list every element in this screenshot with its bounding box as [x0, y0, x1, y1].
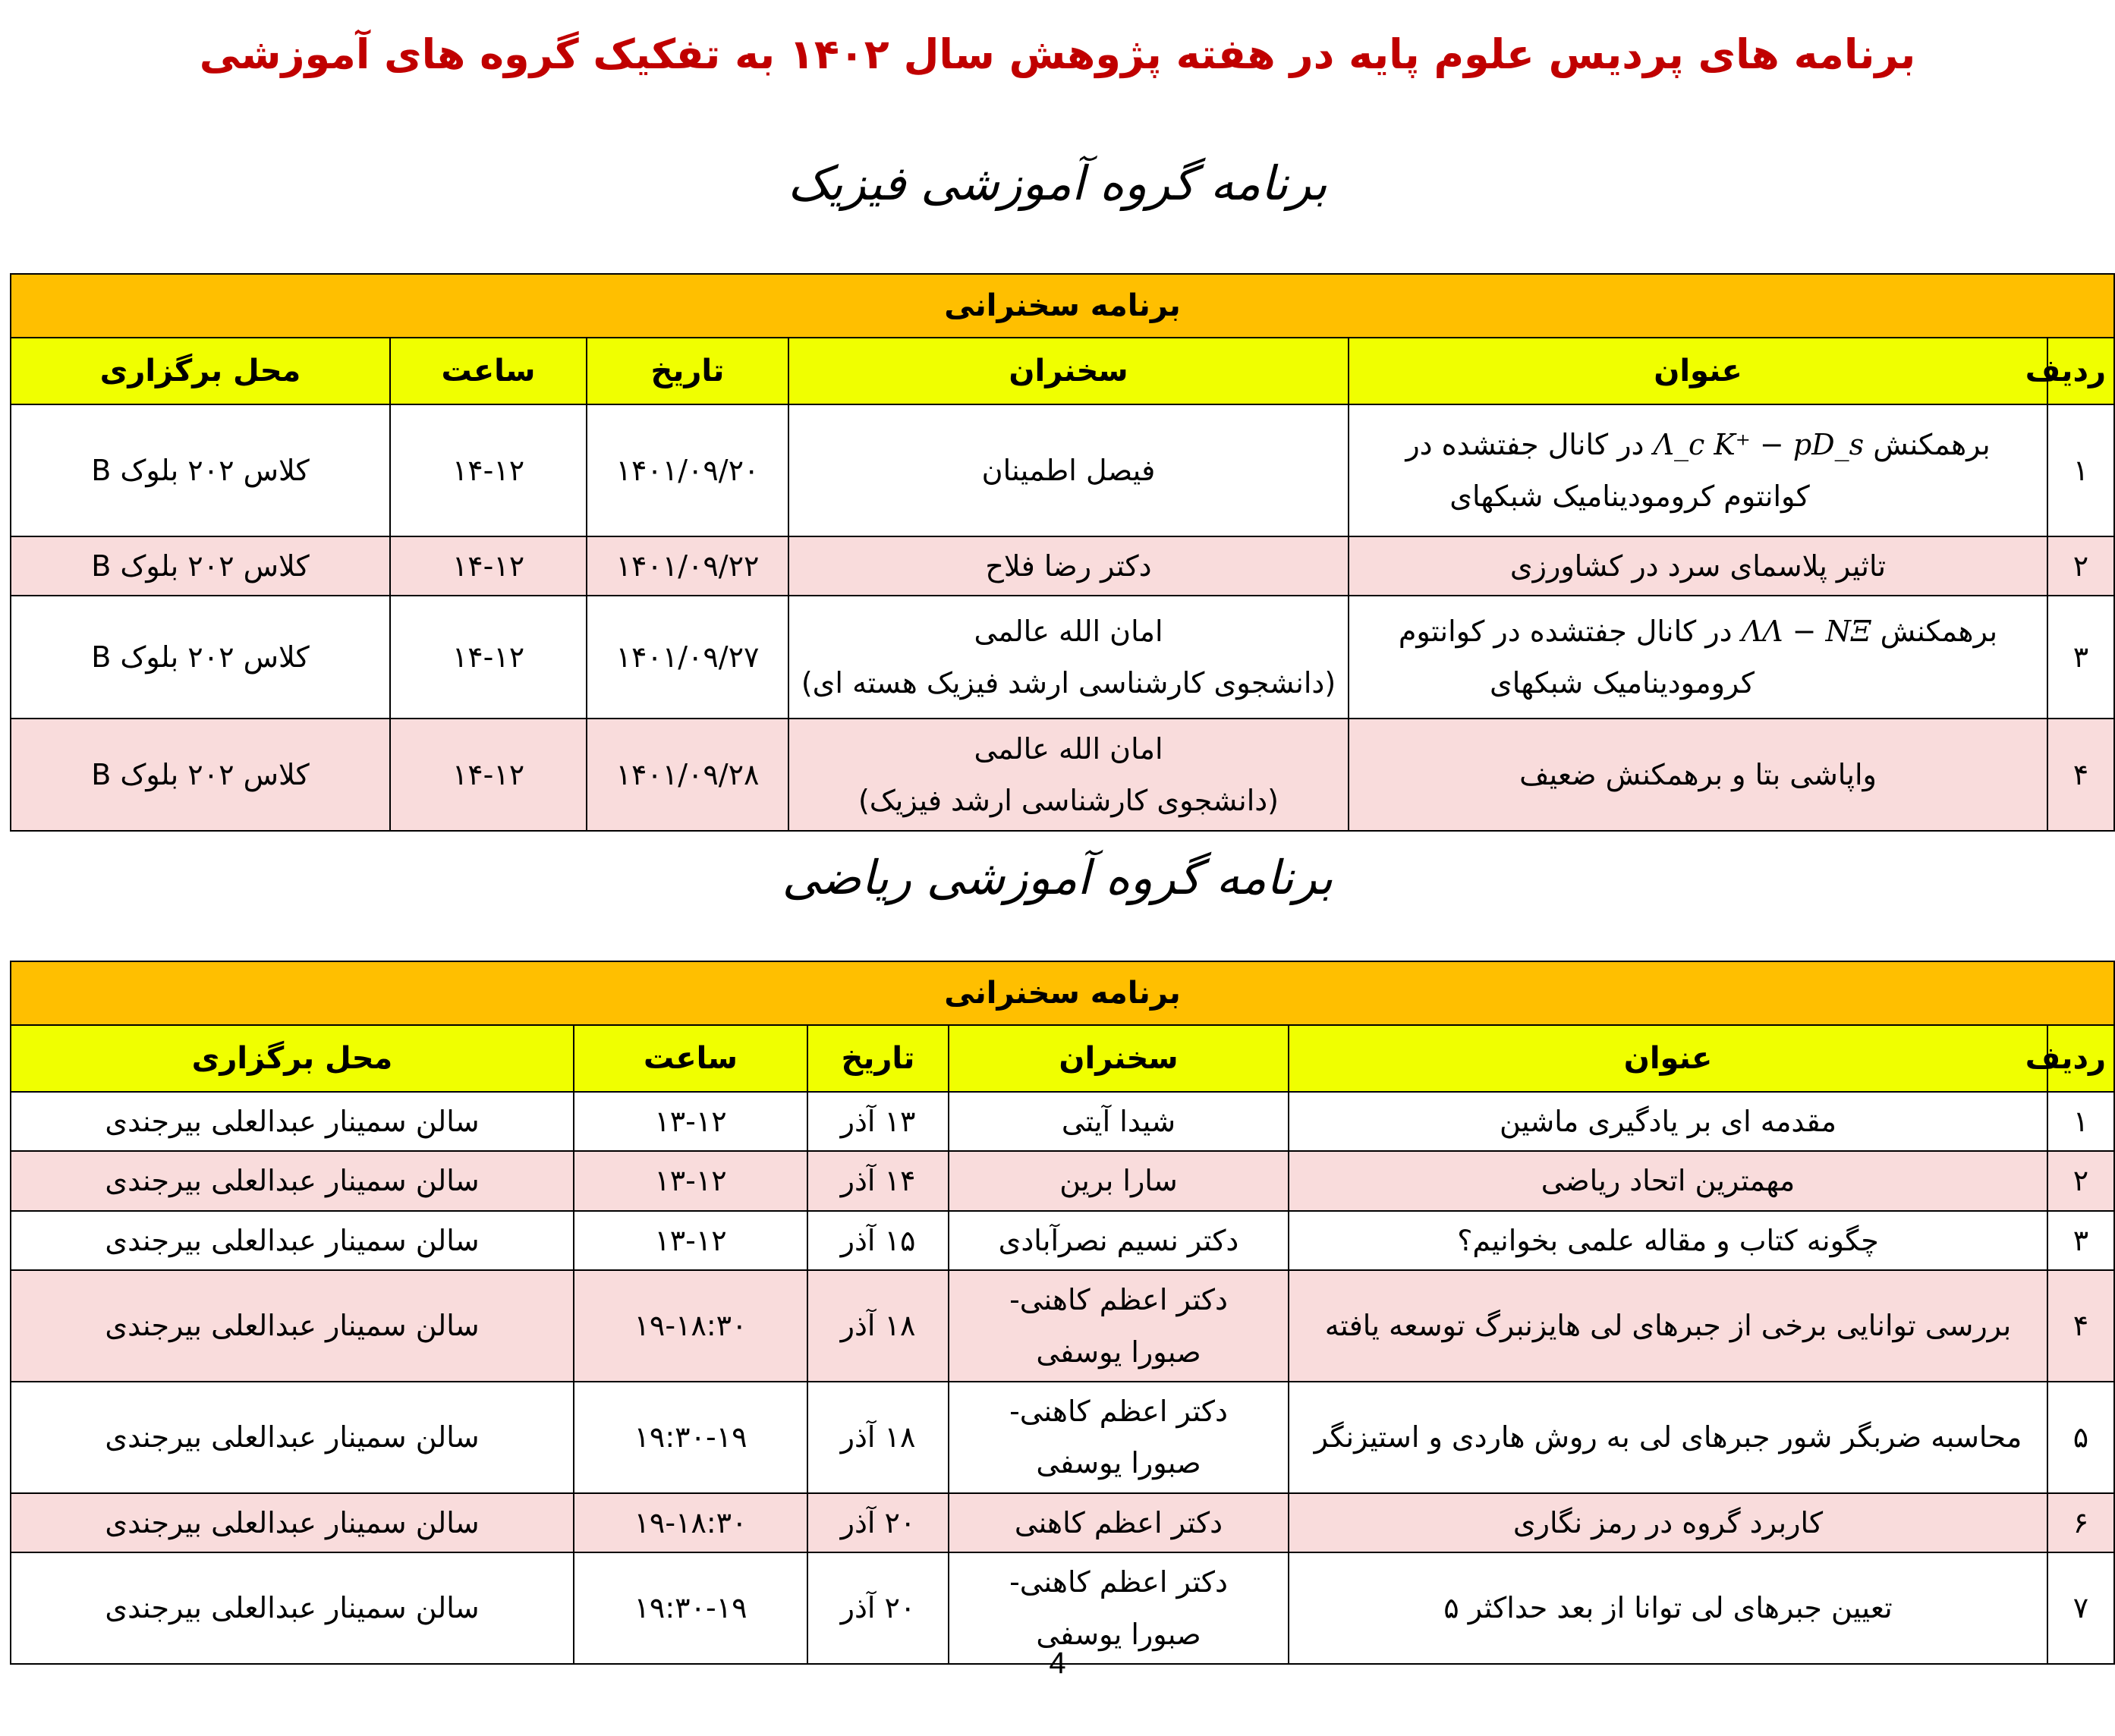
page-title: برنامه های پردیس علوم پایه در هفته پژوهش سال ۱۴۰۲ به تفکیک گروه های آموزشی	[199, 30, 1916, 78]
header-date: تاریخ	[587, 338, 788, 404]
header-title: عنوان	[1289, 1025, 2047, 1092]
header-time: ساعت	[390, 338, 587, 404]
header-venue: محل برگزاری	[11, 1025, 574, 1092]
venue: کلاس ۲۰۲ بلوک B	[11, 404, 390, 536]
math-section-heading: برنامه گروه آموزشی ریاضی	[782, 850, 1333, 905]
time: ۱۳-۱۲	[574, 1151, 807, 1210]
time: ۱۹:۳۰-۱۹	[574, 1552, 807, 1664]
header-date: تاریخ	[807, 1025, 949, 1092]
row-number: ۱	[2047, 404, 2114, 536]
table-row	[11, 1211, 2114, 1270]
table-row	[11, 596, 2114, 719]
table-row	[11, 1270, 2114, 1382]
table-row	[11, 1092, 2114, 1151]
lecture-title: مهمترین اتحاد ریاضی	[1289, 1151, 2047, 1210]
speaker: دکتر اعظم کاهنی- صبورا یوسفی	[949, 1382, 1289, 1493]
row-number: ۳	[2047, 1211, 2114, 1270]
row-number: ۲	[2047, 1151, 2114, 1210]
header-time: ساعت	[574, 1025, 807, 1092]
time: ۱۴-۱۲	[390, 719, 587, 831]
speaker: امان الله عالمی (دانشجوی کارشناسی ارشد فیزیک)	[788, 719, 1349, 831]
row-number: ۴	[2047, 1270, 2114, 1382]
row-number: ۶	[2047, 1493, 2114, 1552]
date: ۱۴۰۱/۰۹/۲۸	[587, 719, 788, 831]
date: ۱۵ آذر	[807, 1211, 949, 1270]
table-row	[11, 719, 2114, 831]
speaker: دکتر اعظم کاهنی	[949, 1493, 1289, 1552]
time: ۱۹-۱۸:۳۰	[574, 1493, 807, 1552]
lecture-title: مقدمه ای بر یادگیری ماشین	[1289, 1092, 2047, 1151]
lecture-title: تاثیر پلاسمای سرد در کشاورزی	[1349, 536, 2047, 596]
speaker: امان الله عالمی (دانشجوی کارشناسی ارشد فیزیک هسته ای)	[788, 596, 1349, 719]
lecture-title: چگونه کتاب و مقاله علمی بخوانیم؟	[1289, 1211, 2047, 1270]
formula: ΛΛ − NΞ	[1741, 615, 1871, 648]
time: ۱۳-۱۲	[574, 1092, 807, 1151]
table-row	[11, 404, 2114, 536]
time: ۱۴-۱۲	[390, 596, 587, 719]
math-lecture-table	[10, 961, 2115, 1665]
physics-section-heading: برنامه گروه آموزشی فیزیک	[788, 156, 1327, 211]
speaker: سارا برین	[949, 1151, 1289, 1210]
row-number: ۲	[2047, 536, 2114, 596]
physics-table-banner: برنامه سخنرانی	[11, 274, 2114, 338]
date: ۲۰ آذر	[807, 1552, 949, 1664]
header-speaker: سخنران	[949, 1025, 1289, 1092]
date: ۱۸ آذر	[807, 1270, 949, 1382]
page-number: 4	[1049, 1646, 1066, 1680]
table-row	[11, 1151, 2114, 1210]
time: ۱۴-۱۲	[390, 404, 587, 536]
lecture-title: برهمکنش Λ_c K⁺ − pD_s در کانال جفتشده در کوانتوم کرومودینامیک شبکهای	[1349, 404, 2047, 536]
venue: کلاس ۲۰۲ بلوک B	[11, 536, 390, 596]
venue: کلاس ۲۰۲ بلوک B	[11, 596, 390, 719]
date: ۲۰ آذر	[807, 1493, 949, 1552]
math-table-banner: برنامه سخنرانی	[11, 961, 2114, 1025]
table-row	[11, 536, 2114, 596]
table-row	[11, 1493, 2114, 1552]
row-number: ۳	[2047, 596, 2114, 719]
venue: سالن سمینار عبدالعلی بیرجندی	[11, 1382, 574, 1493]
time: ۱۴-۱۲	[390, 536, 587, 596]
header-speaker: سخنران	[788, 338, 1349, 404]
date: ۱۴۰۱/۰۹/۲۷	[587, 596, 788, 719]
date: ۱۴۰۱/۰۹/۲۰	[587, 404, 788, 536]
row-number: ۴	[2047, 719, 2114, 831]
header-title: عنوان	[1349, 338, 2047, 404]
speaker: دکتر اعظم کاهنی- صبورا یوسفی	[949, 1270, 1289, 1382]
lecture-title: برهمکنش ΛΛ − NΞ در کانال جفتشده در کوانتوم کرومودینامیک شبکهای	[1349, 596, 2047, 719]
date: ۱۸ آذر	[807, 1382, 949, 1493]
venue: سالن سمینار عبدالعلی بیرجندی	[11, 1211, 574, 1270]
row-number: ۷	[2047, 1552, 2114, 1664]
header-row: ردیف	[2047, 1025, 2114, 1092]
date: ۱۳ آذر	[807, 1092, 949, 1151]
venue: سالن سمینار عبدالعلی بیرجندی	[11, 1270, 574, 1382]
date: ۱۴ آذر	[807, 1151, 949, 1210]
header-row: ردیف	[2047, 338, 2114, 404]
venue: سالن سمینار عبدالعلی بیرجندی	[11, 1552, 574, 1664]
table-row	[11, 1382, 2114, 1493]
lecture-title: واپاشی بتا و برهمکنش ضعیف	[1349, 719, 2047, 831]
venue: سالن سمینار عبدالعلی بیرجندی	[11, 1493, 574, 1552]
speaker: فیصل اطمینان	[788, 404, 1349, 536]
lecture-title: بررسی توانایی برخی از جبرهای لی هایزنبرگ توسعه یافته	[1289, 1270, 2047, 1382]
row-number: ۵	[2047, 1382, 2114, 1493]
date: ۱۴۰۱/۰۹/۲۲	[587, 536, 788, 596]
lecture-title: کاربرد گروه در رمز نگاری	[1289, 1493, 2047, 1552]
time: ۱۹-۱۸:۳۰	[574, 1270, 807, 1382]
lecture-title: محاسبه ضربگر شور جبرهای لی به روش هاردی و استیزنگر	[1289, 1382, 2047, 1493]
venue: سالن سمینار عبدالعلی بیرجندی	[11, 1092, 574, 1151]
speaker: دکتر رضا فلاح	[788, 536, 1349, 596]
speaker: شیدا آیتی	[949, 1092, 1289, 1151]
speaker: دکتر نسیم نصرآبادی	[949, 1211, 1289, 1270]
speaker: دکتر اعظم کاهنی- صبورا یوسفی	[949, 1552, 1289, 1664]
venue: کلاس ۲۰۲ بلوک B	[11, 719, 390, 831]
time: ۱۹:۳۰-۱۹	[574, 1382, 807, 1493]
time: ۱۳-۱۲	[574, 1211, 807, 1270]
header-venue: محل برگزاری	[11, 338, 390, 404]
venue: سالن سمینار عبدالعلی بیرجندی	[11, 1151, 574, 1210]
lecture-title: تعیین جبرهای لی توانا از بعد حداکثر ۵	[1289, 1552, 2047, 1664]
formula: Λ_c K⁺ − pD_s	[1653, 427, 1865, 461]
physics-lecture-table	[10, 273, 2115, 832]
row-number: ۱	[2047, 1092, 2114, 1151]
